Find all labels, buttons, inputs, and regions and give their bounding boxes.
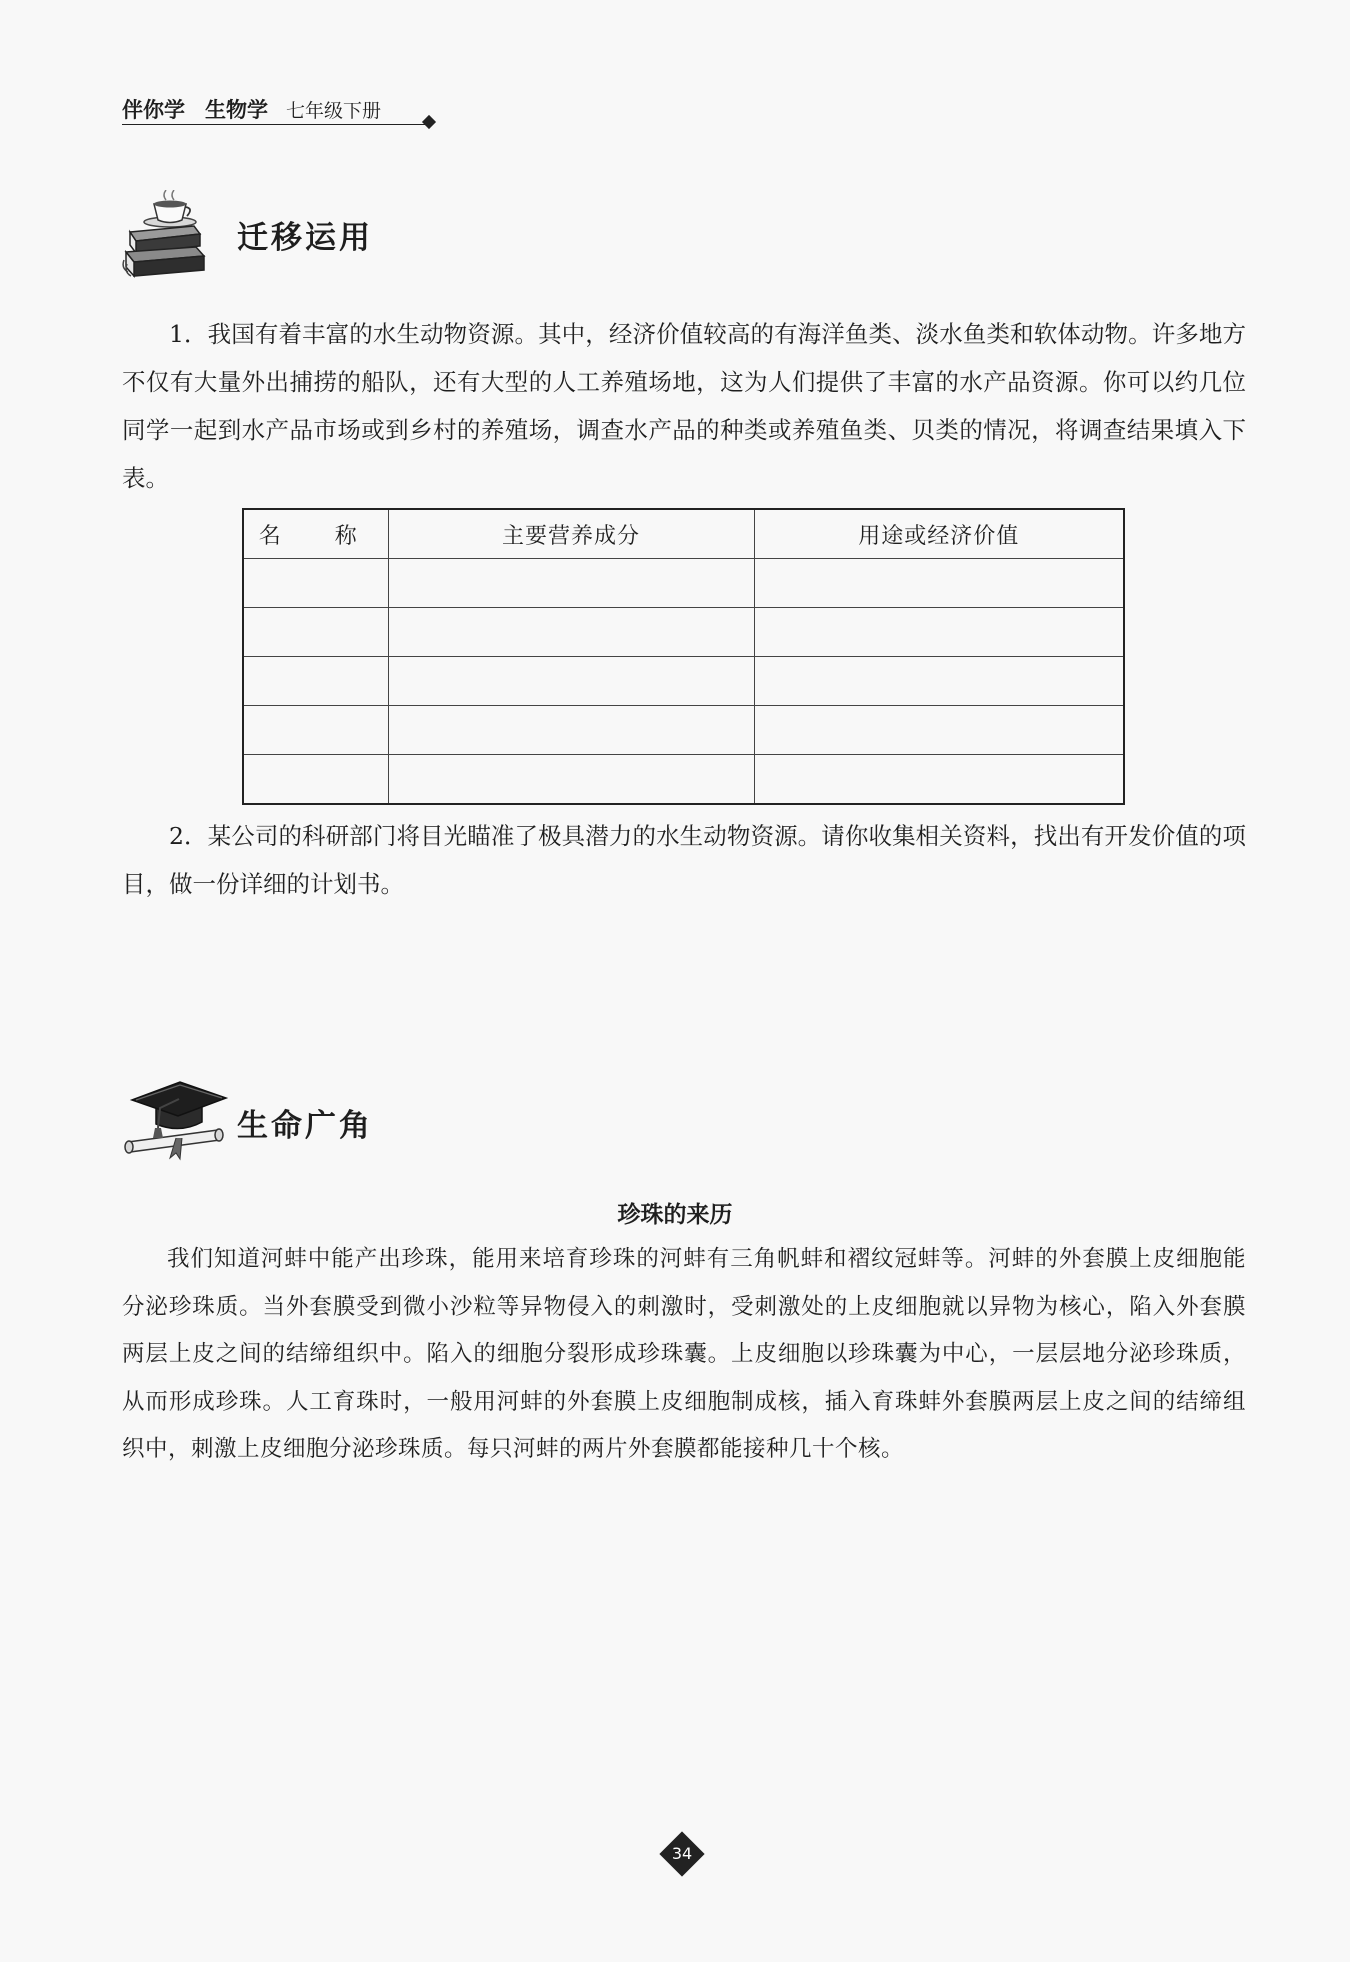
subject-name: 生物学 <box>205 98 268 122</box>
page-number: 34 <box>671 1844 693 1863</box>
table-header-name: 名 称 <box>243 509 388 559</box>
table-row <box>243 755 1124 805</box>
book-name: 伴你学 <box>122 98 185 122</box>
table-cell[interactable] <box>754 559 1124 608</box>
table-header-row <box>243 509 1124 559</box>
running-header <box>122 94 381 124</box>
page-number-badge <box>660 1832 704 1876</box>
section-title: 迁移运用 <box>237 220 373 256</box>
table-cell[interactable] <box>388 755 754 805</box>
table-cell[interactable] <box>243 559 388 608</box>
section-heading-life-corner <box>122 1072 442 1172</box>
table-cell[interactable] <box>388 608 754 657</box>
table-cell[interactable] <box>243 608 388 657</box>
table-row <box>243 706 1124 755</box>
passage-body: 我们知道河蚌中能产出珍珠，能用来培育珍珠的河蚌有三角帆蚌和褶纹冠蚌等。河蚌的外套膜上皮细胞能分泌珍珠质。当外套膜受到微小沙粒等异物侵入的刺激时，受刺激处的上皮细胞就以异物为核心，陷入外套膜两层上皮之间的结缔组织中。陷入的细胞分裂形成珍珠囊。上皮细胞以珍珠囊为中心，一层层地分泌珍珠质，从而形成珍珠。人工育珠时，一般用河蚌的外套膜上皮细胞制成核，插入育珠蚌外套膜两层上皮之间的结缔组织中，刺激上皮细胞分泌珍珠质。每只河蚌的两片外套膜都能接种几十个核。 <box>122 1246 1246 1462</box>
table-header-nutrition: 主要营养成分 <box>388 509 754 559</box>
table-cell[interactable] <box>754 706 1124 755</box>
table-cell[interactable] <box>388 559 754 608</box>
table-row <box>243 657 1124 706</box>
grade-label: 七年级下册 <box>286 100 382 122</box>
table-cell[interactable] <box>754 657 1124 706</box>
table-cell[interactable] <box>243 706 388 755</box>
table-cell[interactable] <box>754 608 1124 657</box>
table-row <box>243 608 1124 657</box>
table-row <box>243 559 1124 608</box>
graduation-cap-diploma-icon <box>122 1072 232 1172</box>
table-cell[interactable] <box>388 706 754 755</box>
header-rule <box>122 124 427 125</box>
table-cell[interactable] <box>243 657 388 706</box>
question-1: 1．我国有着丰富的水生动物资源。其中，经济价值较高的有海洋鱼类、淡水鱼类和软体动物。许多地方不仅有大量外出捕捞的船队，还有大型的人工养殖场地，这为人们提供了丰富的水产品资源。你可以约几位同学一起到水产品市场或到乡村的养殖场，调查水产品的种类或养殖鱼类、贝类的情况，将调查结果填入下表。 <box>122 320 1246 492</box>
passage-title: 珍珠的来历 <box>617 1202 733 1228</box>
section-heading-transfer <box>122 190 442 290</box>
survey-table <box>242 508 1125 805</box>
table-cell[interactable] <box>243 755 388 805</box>
header-diamond-icon <box>422 115 436 129</box>
section-title: 生命广角 <box>237 1108 373 1144</box>
table-cell[interactable] <box>388 657 754 706</box>
question-2: 2．某公司的科研部门将目光瞄准了极具潜力的水生动物资源。请你收集相关资料，找出有开发价值的项目，做一份详细的计划书。 <box>122 822 1246 898</box>
table-cell[interactable] <box>754 755 1124 805</box>
table-header-use: 用途或经济价值 <box>754 509 1124 559</box>
books-coffee-icon <box>122 190 232 290</box>
